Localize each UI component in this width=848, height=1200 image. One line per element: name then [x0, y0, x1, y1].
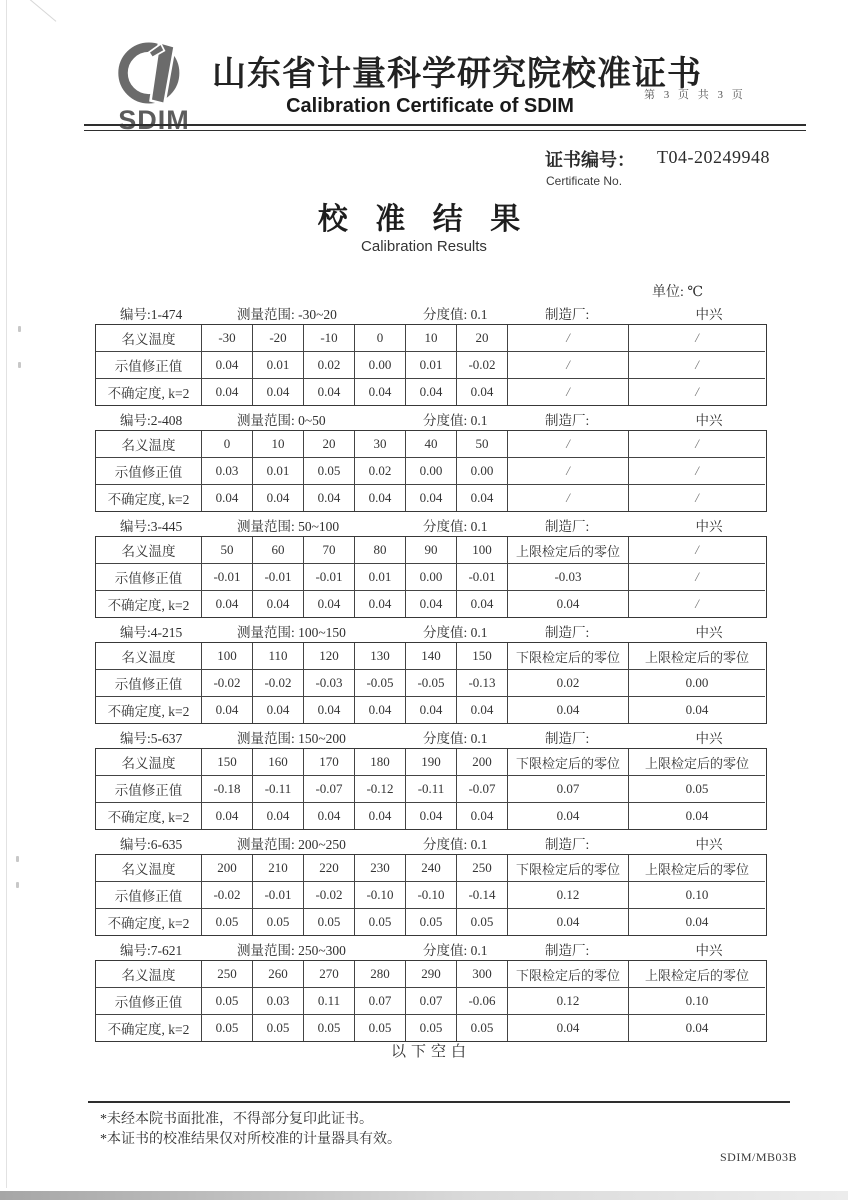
value-cell: -0.02 — [304, 882, 355, 909]
serial-number: 编号:7-621 — [120, 943, 183, 958]
manufacturer-label: 制造厂: — [545, 307, 590, 322]
value-cell: -20 — [253, 325, 304, 352]
division-value: 分度值: 0.1 — [423, 837, 488, 852]
measure-range: 测量范围: 250~300 — [237, 943, 346, 958]
value-cell: 160 — [253, 749, 304, 776]
value-cell: -0.10 — [355, 882, 406, 909]
calibration-table — [95, 324, 767, 406]
value-cell: 0 — [202, 431, 253, 458]
manufacturer-value: 中兴 — [695, 625, 723, 640]
value-cell: -0.07 — [457, 776, 508, 803]
value-cell: 0.07 — [406, 988, 457, 1015]
row-label: 名义温度 — [96, 749, 202, 776]
scan-corner-fold — [30, 0, 57, 22]
value-cell: -0.07 — [304, 776, 355, 803]
results-title-english: Calibration Results — [361, 238, 487, 255]
results-title: 校 准 结 果 — [317, 203, 531, 236]
value-cell: / — [695, 596, 699, 611]
value-cell: 0.04 — [355, 697, 406, 723]
table-meta-row — [95, 830, 767, 854]
division-value: 分度值: 0.1 — [423, 307, 488, 322]
row-label: 不确定度, k=2 — [96, 697, 202, 723]
manufacturer-value: 中兴 — [695, 731, 723, 746]
value-cell: / — [508, 458, 629, 485]
value-cell: 0.04 — [202, 591, 253, 617]
value-cell: 0.04 — [406, 591, 457, 617]
value-cell: 20 — [457, 325, 508, 352]
value-cell: 50 — [457, 431, 508, 458]
footnote: *本证书的校准结果仅对所校准的计量器具有效。 — [100, 1132, 401, 1147]
value-cell: 270 — [304, 961, 355, 988]
value-cell: 0.05 — [406, 909, 457, 935]
value-cell: 30 — [355, 431, 406, 458]
value-cell: 260 — [253, 961, 304, 988]
value-cell: 0.04 — [508, 909, 629, 935]
value-cell: -0.18 — [202, 776, 253, 803]
value-cell: 0.04 — [202, 803, 253, 829]
value-cell: 100 — [202, 643, 253, 670]
value-cell: 150 — [202, 749, 253, 776]
certificate-no-label: 证书编号： — [545, 150, 635, 170]
value-cell: 250 — [202, 961, 253, 988]
row-label: 示值修正值 — [96, 670, 202, 697]
value-cell: 0.01 — [253, 458, 304, 485]
value-cell: 10 — [253, 431, 304, 458]
value-cell: 170 — [304, 749, 355, 776]
value-cell: -0.01 — [304, 564, 355, 591]
manufacturer-label: 制造厂: — [545, 731, 590, 746]
value-cell: 280 — [355, 961, 406, 988]
scan-speck — [16, 882, 19, 888]
value-cell: -0.13 — [457, 670, 508, 697]
value-cell: 300 — [457, 961, 508, 988]
value-cell: 0.04 — [508, 803, 629, 829]
value-cell: 下限检定后的零位 — [508, 749, 629, 776]
value-cell: / — [508, 431, 629, 458]
value-cell: 230 — [355, 855, 406, 882]
manufacturer-label: 制造厂: — [545, 413, 590, 428]
serial-number: 编号:2-408 — [120, 413, 183, 428]
division-value: 分度值: 0.1 — [423, 943, 488, 958]
row-label: 名义温度 — [96, 537, 202, 564]
value-cell: 0.01 — [406, 352, 457, 379]
value-cell: -0.10 — [406, 882, 457, 909]
value-cell: 0.12 — [508, 882, 629, 909]
certificate-no-label-english: Certificate No. — [546, 174, 623, 188]
value-cell: 0.00 — [629, 670, 765, 697]
value-cell: 0.04 — [253, 591, 304, 617]
value-cell: -0.11 — [406, 776, 457, 803]
value-cell: 0.04 — [406, 697, 457, 723]
value-cell: 0.05 — [253, 909, 304, 935]
value-cell: 20 — [304, 431, 355, 458]
row-label: 名义温度 — [96, 431, 202, 458]
value-cell: 上限检定后的零位 — [629, 855, 765, 882]
value-cell: / — [508, 325, 629, 352]
below-blank-note: 以下空白 — [390, 1044, 471, 1060]
value-cell: 10 — [406, 325, 457, 352]
value-cell: 250 — [457, 855, 508, 882]
value-cell: 0.04 — [304, 591, 355, 617]
pagination: 第 3 页 共 3 页 — [644, 89, 746, 101]
value-cell: -0.05 — [406, 670, 457, 697]
value-cell: 0.04 — [406, 485, 457, 511]
sdim-logo — [95, 40, 213, 134]
value-cell: 0.03 — [253, 988, 304, 1015]
value-cell: 200 — [202, 855, 253, 882]
value-cell: / — [629, 352, 765, 379]
table-meta-row — [95, 936, 767, 960]
row-label: 不确定度, k=2 — [96, 909, 202, 935]
value-cell: / — [695, 490, 699, 505]
table-meta-row — [95, 724, 767, 748]
value-cell: 0.04 — [202, 352, 253, 379]
row-label: 不确定度, k=2 — [96, 379, 202, 405]
value-cell: / — [508, 485, 629, 511]
manufacturer-value: 中兴 — [695, 837, 723, 852]
value-cell: -0.02 — [253, 670, 304, 697]
value-cell: 0.00 — [355, 352, 406, 379]
value-cell: -30 — [202, 325, 253, 352]
value-cell: 上限检定后的零位 — [629, 961, 765, 988]
value-cell: 290 — [406, 961, 457, 988]
division-value: 分度值: 0.1 — [423, 413, 488, 428]
value-cell: / — [629, 431, 765, 458]
certificate-no-value: T04-20249948 — [657, 147, 770, 167]
scan-speck — [18, 326, 21, 332]
value-cell: -0.02 — [457, 352, 508, 379]
value-cell: -0.14 — [457, 882, 508, 909]
value-cell: -0.01 — [457, 564, 508, 591]
division-value: 分度值: 0.1 — [423, 519, 488, 534]
value-cell: 0.01 — [355, 564, 406, 591]
value-cell: 0.04 — [406, 803, 457, 829]
value-cell: 0.10 — [629, 988, 765, 1015]
value-cell: -0.05 — [355, 670, 406, 697]
row-label: 示值修正值 — [96, 988, 202, 1015]
value-cell: 0.04 — [202, 697, 253, 723]
row-label: 不确定度, k=2 — [96, 591, 202, 617]
value-cell: 0.12 — [508, 988, 629, 1015]
value-cell: 0.04 — [304, 803, 355, 829]
serial-number: 编号:3-445 — [120, 519, 183, 534]
row-label: 名义温度 — [96, 855, 202, 882]
value-cell: 0.04 — [685, 914, 709, 929]
manufacturer-label: 制造厂: — [545, 837, 590, 852]
value-cell: 0.04 — [304, 697, 355, 723]
value-cell: 0.04 — [685, 808, 709, 823]
row-label: 名义温度 — [96, 961, 202, 988]
value-cell: 0.11 — [304, 988, 355, 1015]
value-cell: 0.04 — [457, 697, 508, 723]
value-cell: / — [629, 564, 765, 591]
manufacturer-value: 中兴 — [695, 519, 723, 534]
value-cell: 0.10 — [629, 882, 765, 909]
value-cell: 0.05 — [253, 1015, 304, 1041]
value-cell: 0.05 — [355, 909, 406, 935]
value-cell: 0.04 — [304, 379, 355, 405]
measure-range: 测量范围: 150~200 — [237, 731, 346, 746]
value-cell: 0.00 — [457, 458, 508, 485]
value-cell: 0.02 — [508, 670, 629, 697]
value-cell: / — [629, 458, 765, 485]
sdim-logo-icon — [111, 40, 197, 106]
value-cell: 0.04 — [508, 591, 629, 617]
manufacturer-label: 制造厂: — [545, 625, 590, 640]
value-cell: 0.05 — [355, 1015, 406, 1041]
value-cell: 100 — [457, 537, 508, 564]
footnote: *未经本院书面批准，不得部分复印此证书。 — [100, 1112, 373, 1127]
value-cell: 下限检定后的零位 — [508, 855, 629, 882]
calibration-table — [95, 960, 767, 1042]
value-cell: -0.11 — [253, 776, 304, 803]
value-cell: 60 — [253, 537, 304, 564]
value-cell: 0.00 — [406, 458, 457, 485]
value-cell: 0.05 — [202, 988, 253, 1015]
value-cell: -10 — [304, 325, 355, 352]
value-cell: 0.04 — [457, 379, 508, 405]
scan-edge-line — [6, 0, 7, 1188]
table-meta-row — [95, 512, 767, 536]
table-meta-row — [95, 618, 767, 642]
value-cell: 220 — [304, 855, 355, 882]
measure-range: 测量范围: -30~20 — [237, 307, 337, 322]
value-cell: 0.00 — [406, 564, 457, 591]
value-cell: 0.05 — [629, 776, 765, 803]
value-cell: 0.04 — [457, 485, 508, 511]
value-cell: 0.05 — [304, 909, 355, 935]
footer-divider — [88, 1101, 790, 1103]
value-cell: / — [629, 537, 765, 564]
value-cell: 0.04 — [304, 485, 355, 511]
row-label: 名义温度 — [96, 325, 202, 352]
value-cell: / — [695, 384, 699, 399]
value-cell: 0.04 — [406, 379, 457, 405]
calibration-section — [95, 512, 767, 618]
manufacturer-value: 中兴 — [695, 413, 723, 428]
value-cell: / — [508, 352, 629, 379]
value-cell: -0.01 — [253, 882, 304, 909]
value-cell: 0.01 — [253, 352, 304, 379]
value-cell: / — [508, 379, 629, 405]
value-cell: 200 — [457, 749, 508, 776]
table-meta-row — [95, 300, 767, 324]
value-cell: 210 — [253, 855, 304, 882]
calibration-tables — [95, 300, 767, 1042]
page-title: 山东省计量科学研究院校准证书 — [212, 56, 702, 93]
header-divider — [84, 124, 806, 131]
table-meta-row — [95, 406, 767, 430]
measure-range: 测量范围: 200~250 — [237, 837, 346, 852]
row-label: 不确定度, k=2 — [96, 803, 202, 829]
serial-number: 编号:4-215 — [120, 625, 183, 640]
measure-range: 测量范围: 50~100 — [237, 519, 340, 534]
value-cell: 上限检定后的零位 — [508, 537, 629, 564]
value-cell: -0.02 — [202, 670, 253, 697]
value-cell: 0.05 — [202, 909, 253, 935]
value-cell: 70 — [304, 537, 355, 564]
value-cell: 0.04 — [355, 485, 406, 511]
value-cell: 50 — [202, 537, 253, 564]
value-cell: 0.05 — [304, 1015, 355, 1041]
row-label: 示值修正值 — [96, 882, 202, 909]
manufacturer-label: 制造厂: — [545, 519, 590, 534]
form-code: SDIM/MB03B — [720, 1150, 798, 1164]
calibration-table — [95, 642, 767, 724]
row-label: 示值修正值 — [96, 564, 202, 591]
value-cell: 0.04 — [253, 803, 304, 829]
value-cell: 0 — [355, 325, 406, 352]
value-cell: 0.04 — [685, 702, 709, 717]
value-cell: 130 — [355, 643, 406, 670]
value-cell: 0.04 — [202, 485, 253, 511]
value-cell: 0.04 — [457, 803, 508, 829]
unit-label: 单位: ℃ — [652, 285, 704, 300]
value-cell: 0.04 — [355, 379, 406, 405]
row-label: 示值修正值 — [96, 352, 202, 379]
value-cell: 80 — [355, 537, 406, 564]
logo-text: SDIM — [118, 105, 190, 135]
value-cell: 0.07 — [508, 776, 629, 803]
value-cell: 0.05 — [406, 1015, 457, 1041]
value-cell: -0.02 — [202, 882, 253, 909]
value-cell: / — [629, 325, 765, 352]
row-label: 不确定度, k=2 — [96, 1015, 202, 1041]
value-cell: 40 — [406, 431, 457, 458]
value-cell: 180 — [355, 749, 406, 776]
calibration-section — [95, 830, 767, 936]
value-cell: 下限检定后的零位 — [508, 643, 629, 670]
serial-number: 编号:5-637 — [120, 731, 183, 746]
value-cell: -0.03 — [304, 670, 355, 697]
value-cell: -0.12 — [355, 776, 406, 803]
manufacturer-label: 制造厂: — [545, 943, 590, 958]
value-cell: 0.04 — [202, 379, 253, 405]
value-cell: 0.05 — [304, 458, 355, 485]
value-cell: 0.04 — [355, 803, 406, 829]
value-cell: 下限检定后的零位 — [508, 961, 629, 988]
manufacturer-value: 中兴 — [695, 943, 723, 958]
calibration-section — [95, 406, 767, 512]
value-cell: 0.04 — [685, 1020, 709, 1035]
value-cell: 0.04 — [253, 485, 304, 511]
calibration-table — [95, 536, 767, 618]
value-cell: 140 — [406, 643, 457, 670]
value-cell: 0.04 — [508, 1015, 629, 1041]
calibration-section — [95, 618, 767, 724]
value-cell: 0.04 — [253, 379, 304, 405]
value-cell: 0.02 — [304, 352, 355, 379]
scan-speck — [18, 362, 21, 368]
value-cell: 240 — [406, 855, 457, 882]
measure-range: 测量范围: 0~50 — [237, 413, 326, 428]
value-cell: 0.04 — [355, 591, 406, 617]
calibration-section — [95, 936, 767, 1042]
manufacturer-value: 中兴 — [695, 307, 723, 322]
value-cell: 0.05 — [202, 1015, 253, 1041]
value-cell: -0.01 — [253, 564, 304, 591]
value-cell: 上限检定后的零位 — [629, 643, 765, 670]
value-cell: 0.03 — [202, 458, 253, 485]
division-value: 分度值: 0.1 — [423, 625, 488, 640]
calibration-section — [95, 724, 767, 830]
calibration-table — [95, 854, 767, 936]
division-value: 分度值: 0.1 — [423, 731, 488, 746]
calibration-table — [95, 430, 767, 512]
row-label: 名义温度 — [96, 643, 202, 670]
value-cell: 90 — [406, 537, 457, 564]
value-cell: 0.07 — [355, 988, 406, 1015]
value-cell: 0.04 — [508, 697, 629, 723]
measure-range: 测量范围: 100~150 — [237, 625, 346, 640]
scan-bottom-edge — [0, 1191, 848, 1200]
value-cell: 190 — [406, 749, 457, 776]
value-cell: 上限检定后的零位 — [629, 749, 765, 776]
page-title-english: Calibration Certificate of SDIM — [286, 95, 574, 117]
row-label: 示值修正值 — [96, 458, 202, 485]
value-cell: 0.02 — [355, 458, 406, 485]
calibration-table — [95, 748, 767, 830]
serial-number: 编号:1-474 — [120, 307, 183, 322]
value-cell: -0.06 — [457, 988, 508, 1015]
value-cell: 150 — [457, 643, 508, 670]
calibration-section — [95, 300, 767, 406]
serial-number: 编号:6-635 — [120, 837, 183, 852]
value-cell: 0.04 — [457, 591, 508, 617]
value-cell: 0.05 — [457, 909, 508, 935]
value-cell: 0.05 — [457, 1015, 508, 1041]
row-label: 不确定度, k=2 — [96, 485, 202, 511]
value-cell: -0.01 — [202, 564, 253, 591]
value-cell: 110 — [253, 643, 304, 670]
value-cell: 120 — [304, 643, 355, 670]
value-cell: -0.03 — [508, 564, 629, 591]
scan-speck — [16, 856, 19, 862]
row-label: 示值修正值 — [96, 776, 202, 803]
value-cell: 0.04 — [253, 697, 304, 723]
